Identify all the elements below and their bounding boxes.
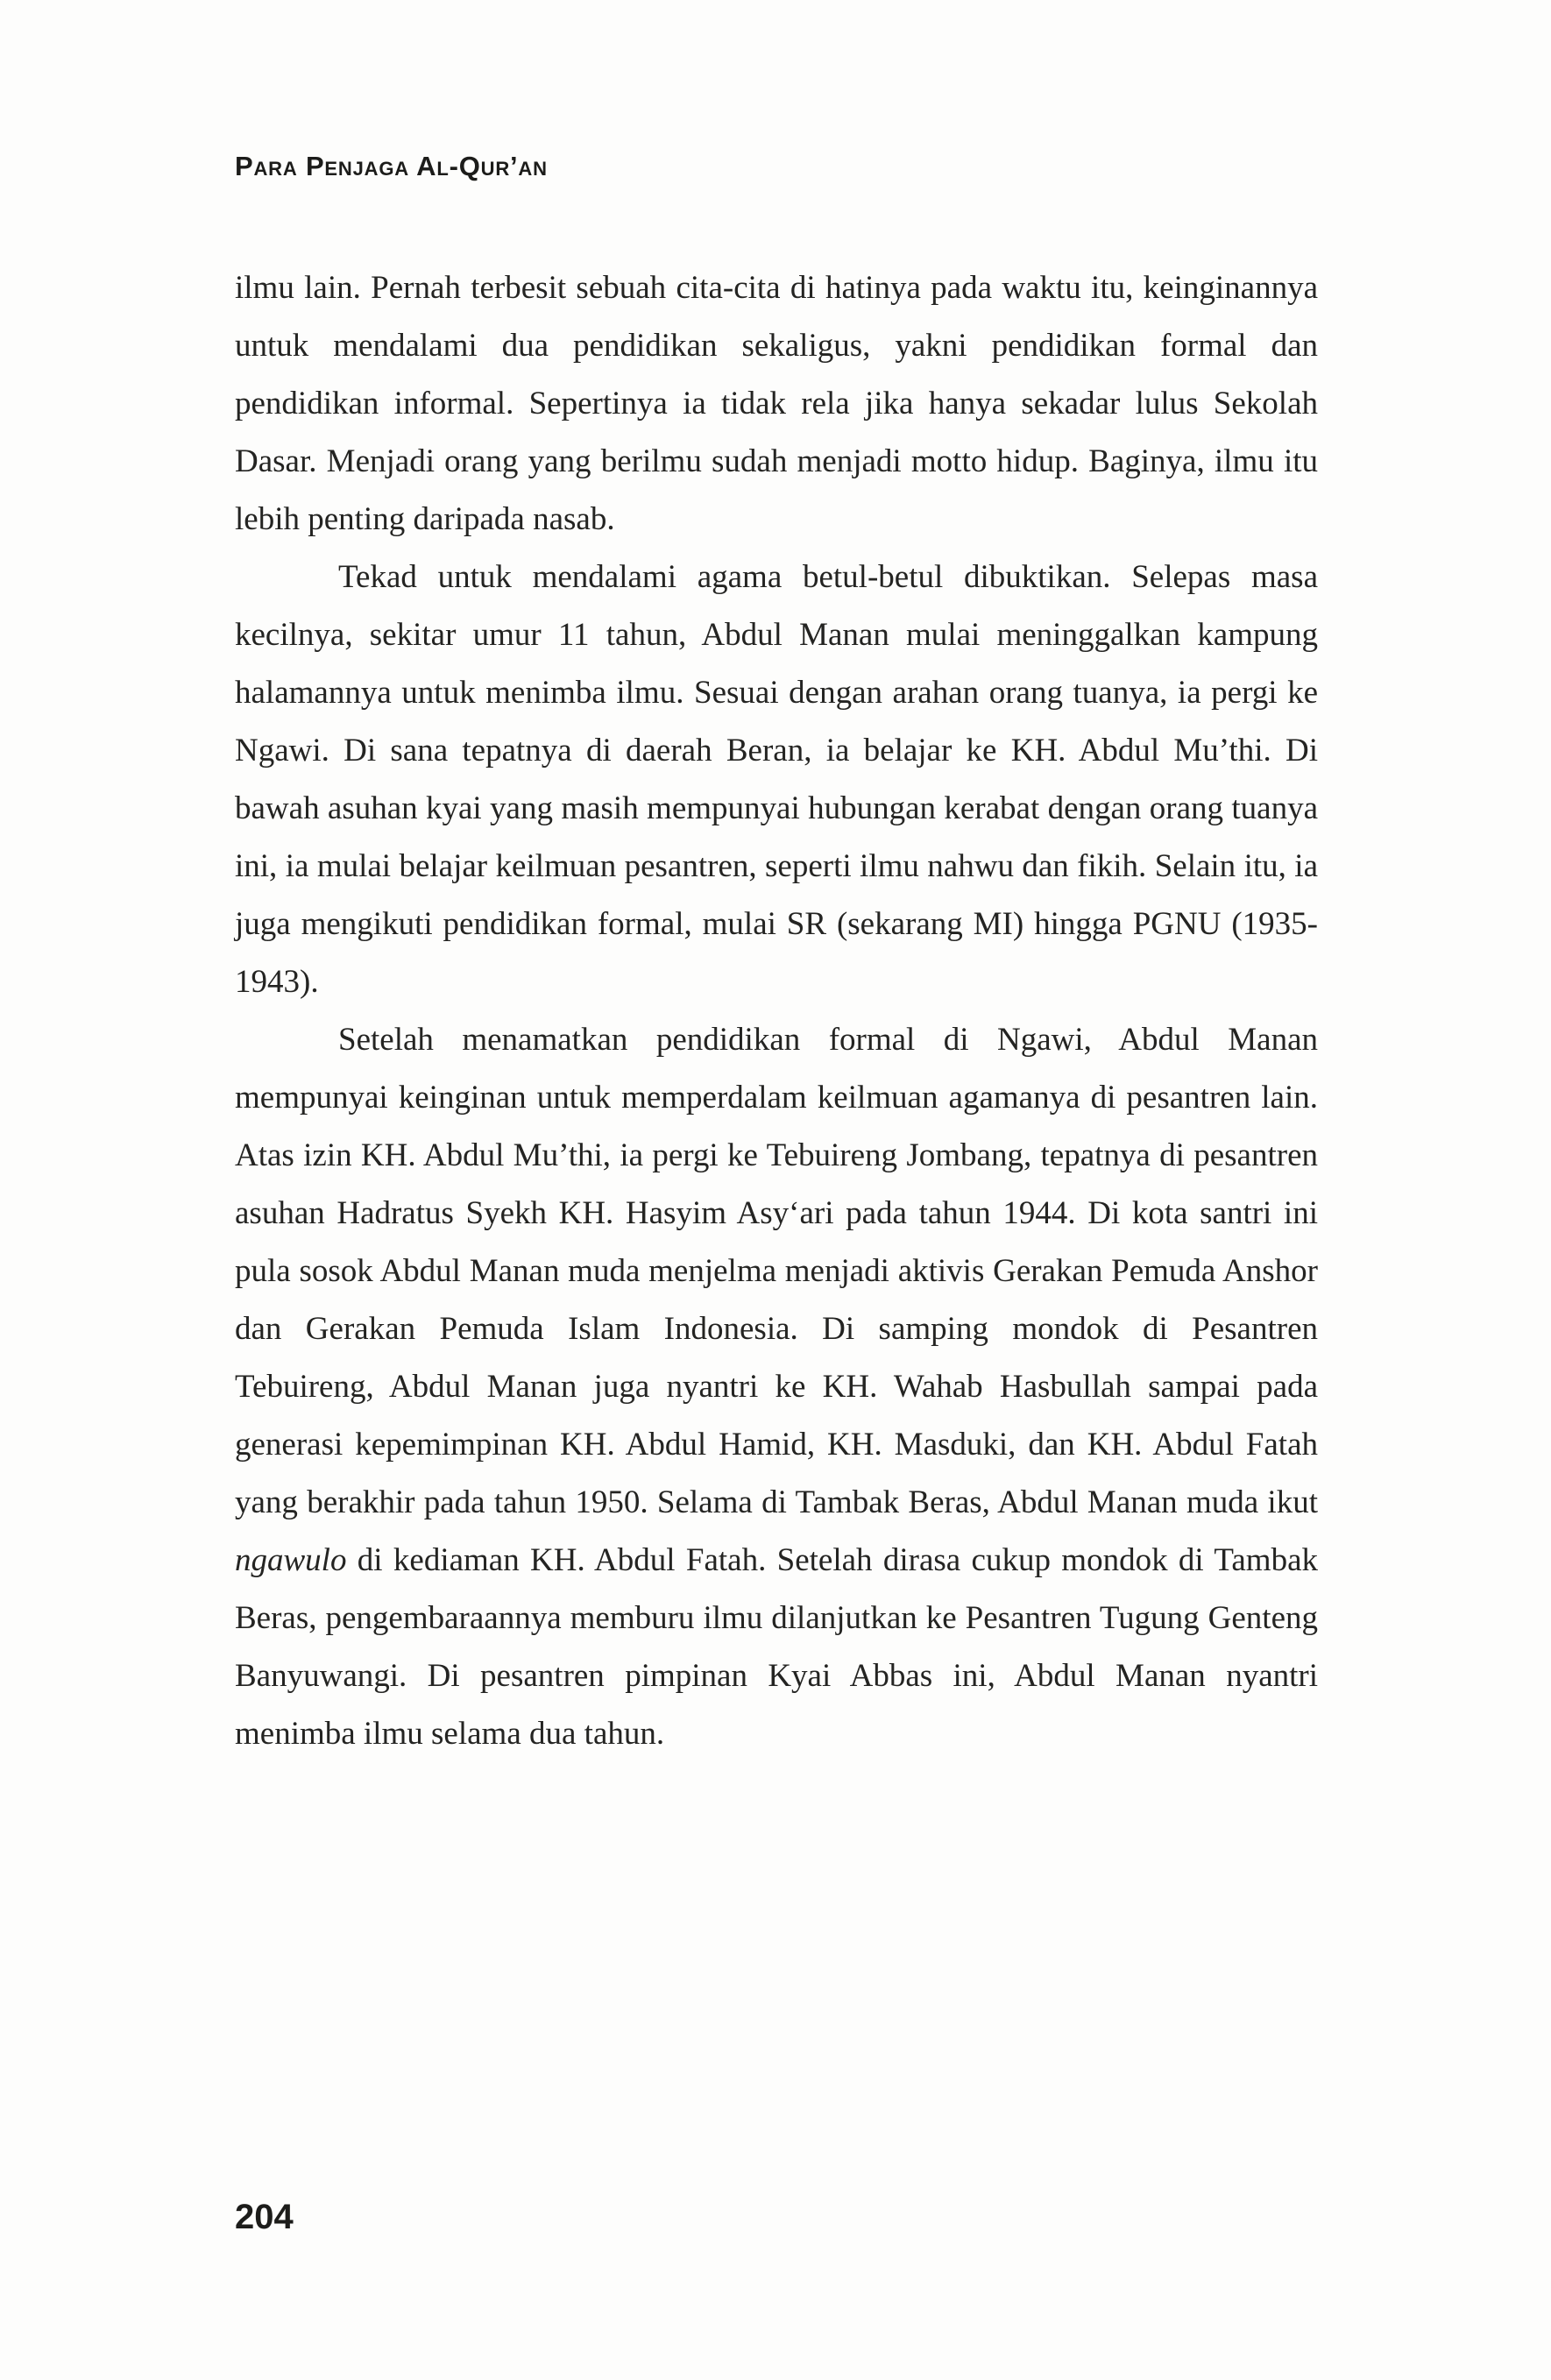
italic-term: ngawulo: [235, 1542, 347, 1578]
running-header: Para Penjaga Al-Qur’an: [235, 151, 548, 181]
paragraph: ilmu lain. Pernah terbesit sebuah cita-cita di hatinya pada waktu itu, keinginannya untuk mendalami dua pendidikan sekaligus, yakni pendidikan formal dan pendidikan informal. Sepertinya ia tidak rela jika hanya sekadar lulus Sekolah Dasar. Menjadi orang yang berilmu sudah menjadi motto hidup. Baginya, ilmu itu lebih penting daripada nasab.: [235, 270, 1318, 537]
body-text: [235, 259, 1318, 1763]
paragraph-segment: di kediaman KH. Abdul Fatah. Setelah dirasa cukup mondok di Tambak Beras, pengembaraannya memburu ilmu dilanjutkan ke Pesantren Tugung Genteng Banyuwangi. Di pesantren pimpinan Kyai Abbas ini, Abdul Manan nyantri menimba ilmu selama dua tahun.: [235, 1542, 1318, 1752]
paragraph: [235, 1011, 1318, 1763]
paragraph: Tekad untuk mendalami agama betul-betul dibuktikan. Selepas masa kecilnya, sekitar umur 11 tahun, Abdul Manan mulai meninggalkan kampung halamannya untuk menimba ilmu. Sesuai dengan arahan orang tuanya, ia pergi ke Ngawi. Di sana tepatnya di daerah Beran, ia belajar ke KH. Abdul Mu’thi. Di bawah asuhan kyai yang masih mempunyai hubungan kerabat dengan orang tuanya ini, ia mulai belajar keilmuan pesantren, seperti ilmu nahwu dan fikih. Selain itu, ia juga mengikuti pendidikan formal, mulai SR (sekarang MI) hingga PGNU (1935-1943).: [235, 559, 1318, 1000]
page-number: 204: [235, 2198, 294, 2236]
paragraph-segment: Setelah menamatkan pendidikan formal di Ngawi, Abdul Manan mempunyai keinginan untuk memperdalam keilmuan agamanya di pesantren lain. Atas izin KH. Abdul Mu’thi, ia pergi ke Tebuireng Jombang, tepatnya di pesantren asuhan Hadratus Syekh KH. Hasyim Asy‘ari pada tahun 1944. Di kota santri ini pula sosok Abdul Manan muda menjelma menjadi aktivis Gerakan Pemuda Anshor dan Gerakan Pemuda Islam Indonesia. Di samping mondok di Pesantren Tebuireng, Abdul Manan juga nyantri ke KH. Wahab Hasbullah sampai pada generasi kepemimpinan KH. Abdul Hamid, KH. Masduki, dan KH. Abdul Fatah yang berakhir pada tahun 1950. Selama di Tambak Beras, Abdul Manan muda ikut: [235, 1022, 1318, 1520]
